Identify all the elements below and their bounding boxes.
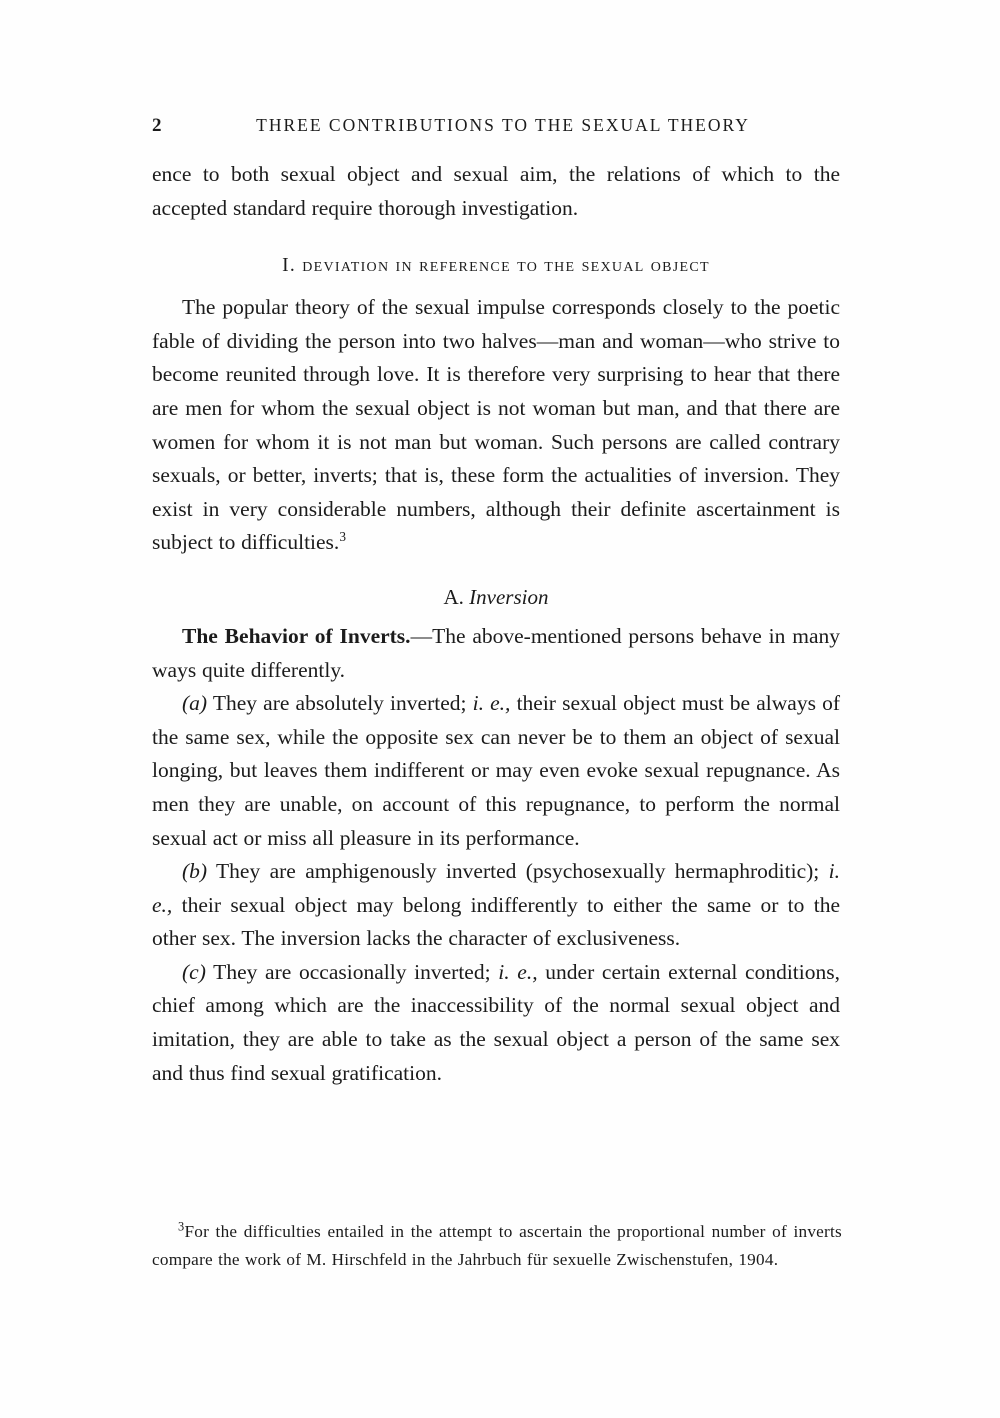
runin-text: —The above-mentioned persons behave in many ways quite differently.: [152, 623, 840, 682]
section-paragraph: [152, 291, 840, 560]
subsection-heading: [152, 560, 840, 620]
text-block: [152, 158, 840, 1090]
list-text-b-after: their sexual object may belong indifferently to either the same or to the other sex. The inversion lacks the character of exclusiveness.: [152, 892, 840, 951]
footnote-reference[interactable]: 3: [339, 529, 346, 545]
section-heading: [152, 225, 840, 291]
latin-abbrev-a: i. e.,: [472, 691, 511, 716]
subsection-label: A.: [443, 584, 464, 609]
page-number: 2: [152, 115, 162, 136]
subsection-title: Inversion: [469, 584, 549, 609]
section-number: I.: [282, 255, 297, 277]
latin-abbrev-b: i. e.,: [152, 859, 840, 917]
footnote-block: [152, 1218, 842, 1275]
list-text-c-before: They are occasionally inverted;: [205, 959, 499, 984]
list-marker-c: (c): [182, 959, 206, 984]
intro-paragraph: ence to both sexual object and sexual aim, the relations of which to the accepted standard require thorough investigation.: [152, 162, 840, 220]
list-text-a-after: their sexual object must be always of the same sex, while the opposite sex can never be to them an object of sexual longing, but leaves them indifferent or may even evoke sexual repugnance. As men they are unable, on account of this repugnance, to perform the normal sexual act or miss all pleasure in its performance.: [152, 691, 840, 850]
list-text-b-before: They are amphigenously inverted (psychosexually hermaphroditic);: [207, 859, 829, 884]
latin-abbrev-c: i. e.,: [498, 959, 538, 984]
list-text-c-after: under certain external conditions, chief among which are the inaccessibility of the normal sexual object and imitation, they are able to take as the sexual object a person of the same sex and thus find sexual gratification.: [152, 959, 840, 1085]
list-marker-b: (b): [182, 859, 208, 884]
section-heading-text: deviation in reference to the sexual object: [302, 255, 710, 277]
running-head: [152, 112, 838, 138]
list-text-a-before: They are absolutely inverted;: [207, 691, 473, 716]
running-head-title: THREE CONTRIBUTIONS TO THE SEXUAL THEORY: [256, 115, 750, 135]
section-paragraph-text: The popular theory of the sexual impulse corresponds closely to the poetic fable of dividing the person into two halves—man and woman—who strive to become reunited through love. It is therefore very surprising to hear that there are men for whom the sexual object is not woman but man, and that there are women for whom it is not man but woman. Such persons are called contrary sexuals, or better, inverts; that is, these form the actualities of inversion. They exist in very considerable numbers, although their definite ascertainment is subject to difficulties.: [152, 295, 840, 555]
list-item-b: [152, 855, 840, 956]
subsection-intro-paragraph: [152, 620, 840, 687]
runin-heading: The Behavior of Inverts.: [182, 623, 411, 648]
footnote-text: For the difficulties entailed in the attempt to ascertain the proportional number of inverts compare the work of M. Hirschfeld in the Jahrbuch für sexuelle Zwischenstufen, 1904.: [152, 1222, 842, 1270]
list-marker-a: (a): [182, 691, 208, 716]
list-item-a: [152, 687, 840, 855]
footnote-marker: 3: [178, 1219, 185, 1234]
list-item-c: [152, 956, 840, 1090]
footnote-text-line: [152, 1218, 842, 1275]
